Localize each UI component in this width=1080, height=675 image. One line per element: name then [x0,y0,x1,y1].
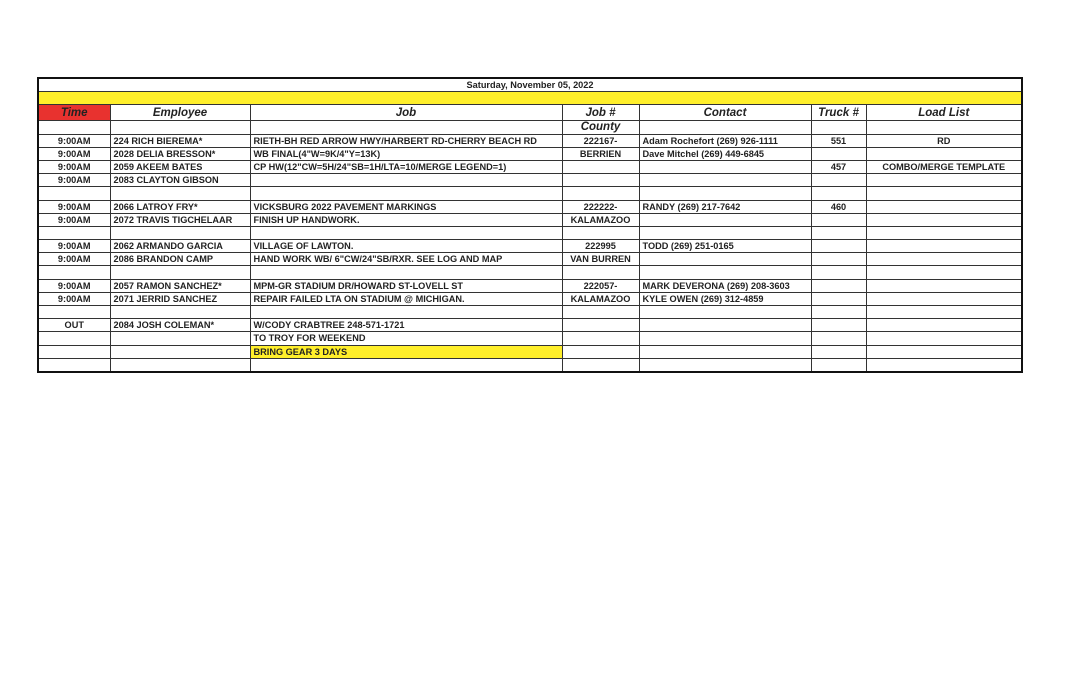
job-number-cell: KALAMAZOO [562,213,639,226]
job-number-cell [562,319,639,332]
table-row [38,226,1022,239]
job-cell: VICKSBURG 2022 PAVEMENT MARKINGS [250,200,562,213]
table-row [38,306,1022,319]
table-row [38,213,1022,226]
employee-cell: 2083 CLAYTON GIBSON [110,174,250,187]
load-list-cell [866,226,1022,239]
table-row [38,200,1022,213]
yellow-band [38,92,1022,105]
contact-cell [639,187,811,200]
county-header-row [38,121,1022,134]
table-row [38,345,1022,358]
load-list-cell [866,319,1022,332]
time-cell [38,266,110,279]
truck-cell [811,240,866,253]
time-cell [38,345,110,358]
time-header: Time [38,105,110,121]
time-cell: 9:00AM [38,213,110,226]
contact-cell: KYLE OWEN (269) 312-4859 [639,292,811,305]
truck-cell [811,253,866,266]
job-cell: BRING GEAR 3 DAYS [250,345,562,358]
employee-cell: 2062 ARMANDO GARCIA [110,240,250,253]
county-header: County [562,121,639,134]
contact-cell: Adam Rochefort (269) 926-1111 [639,134,811,147]
contact-cell [639,358,811,372]
employee-cell [110,306,250,319]
time-cell: 9:00AM [38,253,110,266]
table-row [38,187,1022,200]
employee-cell: 2072 TRAVIS TIGCHELAAR [110,213,250,226]
header-row [38,105,1022,121]
truck-cell [811,213,866,226]
time-cell: 9:00AM [38,240,110,253]
contact-cell [639,306,811,319]
job-cell: CP HW(12"CW=5H/24"SB=1H/LTA=10/MERGE LEGEND=1) [250,160,562,173]
truck-cell [811,306,866,319]
job-number-cell [562,160,639,173]
truck-header: Truck # [811,105,866,121]
time-cell [38,226,110,239]
table-row [38,147,1022,160]
truck-cell [811,332,866,345]
truck-cell [811,279,866,292]
job-cell: TO TROY FOR WEEKEND [250,332,562,345]
employee-cell: 2059 AKEEM BATES [110,160,250,173]
load-list-cell [866,187,1022,200]
load-list-header: Load List [866,105,1022,121]
load-list-cell [866,332,1022,345]
time-cell: 9:00AM [38,134,110,147]
truck-cell [811,358,866,372]
job-cell: FINISH UP HANDWORK. [250,213,562,226]
job-number-cell: BERRIEN [562,147,639,160]
schedule-rows [38,134,1022,372]
employee-cell [110,332,250,345]
truck-cell [811,187,866,200]
time-cell: 9:00AM [38,200,110,213]
job-cell [250,174,562,187]
truck-cell [811,226,866,239]
job-cell: WB FINAL(4"W=9K/4"Y=13K) [250,147,562,160]
truck-cell: 551 [811,134,866,147]
employee-cell: 224 RICH BIEREMA* [110,134,250,147]
job-number-cell [562,174,639,187]
job-cell [250,306,562,319]
employee-cell: 2066 LATROY FRY* [110,200,250,213]
table-row [38,266,1022,279]
truck-cell [811,147,866,160]
schedule-date-title: Saturday, November 05, 2022 [38,78,1022,92]
load-list-cell: COMBO/MERGE TEMPLATE [866,160,1022,173]
employee-cell: 2084 JOSH COLEMAN* [110,319,250,332]
job-cell: REPAIR FAILED LTA ON STADIUM @ MICHIGAN. [250,292,562,305]
time-cell [38,358,110,372]
schedule-table [37,77,1023,373]
table-row [38,253,1022,266]
truck-cell [811,174,866,187]
contact-cell: Dave Mitchel (269) 449-6845 [639,147,811,160]
employee-cell: 2071 JERRID SANCHEZ [110,292,250,305]
table-row [38,160,1022,173]
truck-cell: 457 [811,160,866,173]
job-number-cell [562,306,639,319]
contact-cell [639,160,811,173]
contact-header: Contact [639,105,811,121]
load-list-cell [866,306,1022,319]
job-header: Job [250,105,562,121]
employee-cell: 2057 RAMON SANCHEZ* [110,279,250,292]
time-cell: 9:00AM [38,147,110,160]
load-list-cell [866,345,1022,358]
employee-header: Employee [110,105,250,121]
load-list-cell [866,200,1022,213]
employee-cell [110,266,250,279]
time-cell: 9:00AM [38,292,110,305]
load-list-cell [866,253,1022,266]
contact-cell: MARK DEVERONA (269) 208-3603 [639,279,811,292]
contact-cell [639,174,811,187]
job-cell: VILLAGE OF LAWTON. [250,240,562,253]
contact-cell [639,226,811,239]
job-cell [250,358,562,372]
job-cell: MPM-GR STADIUM DR/HOWARD ST-LOVELL ST [250,279,562,292]
contact-cell [639,266,811,279]
time-cell: OUT [38,319,110,332]
employee-cell: 2086 BRANDON CAMP [110,253,250,266]
table-row [38,240,1022,253]
truck-cell [811,319,866,332]
contact-cell: TODD (269) 251-0165 [639,240,811,253]
job-cell [250,226,562,239]
job-cell: HAND WORK WB/ 6"CW/24"SB/RXR. SEE LOG AND MAP [250,253,562,266]
job-number-header: Job # [562,105,639,121]
table-row [38,319,1022,332]
load-list-cell [866,240,1022,253]
job-number-cell: VAN BURREN [562,253,639,266]
table-row [38,174,1022,187]
job-number-cell [562,226,639,239]
table-row [38,332,1022,345]
table-row [38,292,1022,305]
truck-cell [811,292,866,305]
contact-cell [639,253,811,266]
load-list-cell [866,147,1022,160]
load-list-cell [866,213,1022,226]
contact-cell [639,319,811,332]
table-row [38,134,1022,147]
job-number-cell: 222222- [562,200,639,213]
job-cell [250,266,562,279]
job-number-cell: 222995 [562,240,639,253]
job-number-cell [562,345,639,358]
contact-cell [639,213,811,226]
contact-cell [639,332,811,345]
time-cell [38,187,110,200]
job-cell: RIETH-BH RED ARROW HWY/HARBERT RD-CHERRY BEACH RD [250,134,562,147]
job-number-cell: 222057- [562,279,639,292]
load-list-cell [866,174,1022,187]
contact-cell: RANDY (269) 217-7642 [639,200,811,213]
load-list-cell [866,292,1022,305]
job-number-cell [562,187,639,200]
truck-cell: 460 [811,200,866,213]
employee-cell [110,358,250,372]
load-list-cell [866,266,1022,279]
time-cell: 9:00AM [38,279,110,292]
job-cell [250,187,562,200]
time-cell [38,306,110,319]
table-row [38,279,1022,292]
employee-cell [110,345,250,358]
table-row [38,358,1022,372]
job-number-cell [562,358,639,372]
employee-cell [110,187,250,200]
employee-cell [110,226,250,239]
time-cell: 9:00AM [38,160,110,173]
contact-cell [639,345,811,358]
title-row [38,78,1022,92]
truck-cell [811,266,866,279]
employee-cell: 2028 DELIA BRESSON* [110,147,250,160]
time-cell: 9:00AM [38,174,110,187]
load-list-cell [866,279,1022,292]
job-number-cell [562,266,639,279]
job-number-cell: KALAMAZOO [562,292,639,305]
job-number-cell [562,332,639,345]
job-cell: W/CODY CRABTREE 248-571-1721 [250,319,562,332]
time-cell [38,332,110,345]
load-list-cell [866,358,1022,372]
load-list-cell: RD [866,134,1022,147]
truck-cell [811,345,866,358]
job-number-cell: 222167- [562,134,639,147]
